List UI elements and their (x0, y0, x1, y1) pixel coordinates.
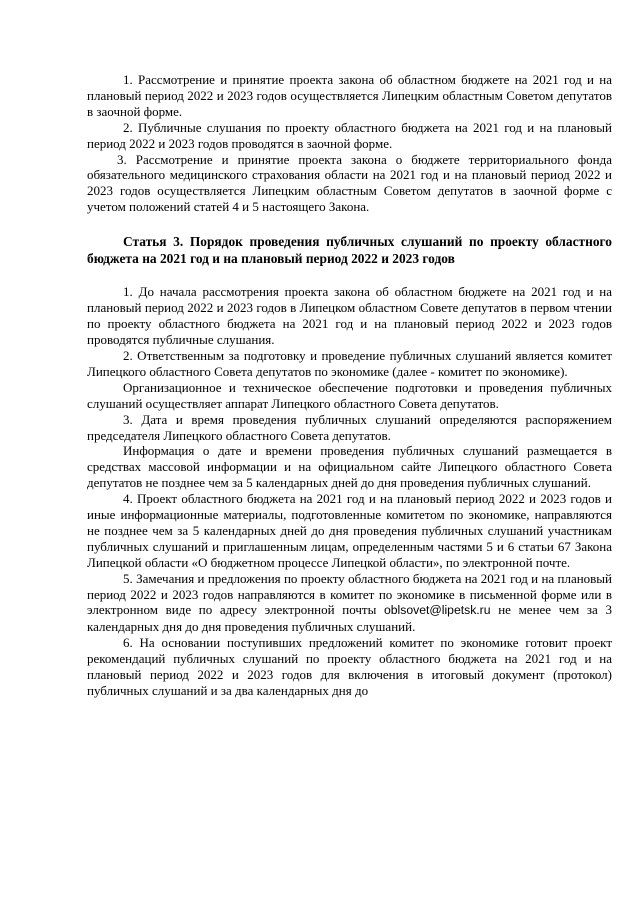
article-3-paragraph-2-cont: Организационное и техническое обеспечение подготовки и проведения публичных слушаний осуществляет аппарат Липецкого областного Совета депутатов. (87, 379, 612, 411)
intro-section (87, 72, 612, 215)
article-3-heading: Статья 3. Порядок проведения публичных слушаний по проекту областного бюджета на 2021 год и на плановый период 2022 и 2023 годов (87, 234, 612, 266)
paragraph-5-text-start: 5. Замечания и предложения по проекту областного бюджета на 2021 год и на плановый период 2022 и 2023 годов направляются в комитет по экономике в письменной форме или в электронном виде по адресу электронной почты (87, 570, 612, 618)
article-3-paragraph-6: 6. На основании поступивших предложений комитет по экономике готовит проект рекомендаций публичных слушаний по проекту областного бюджета на 2021 год и на плановый период 2022 и 2023 годов для включения в итоговый документ (протокол) публичных слушаний и за два календарных дня до (87, 635, 612, 698)
paragraph-2: 2. Публичные слушания по проекту областного бюджета на 2021 год и на плановый период 2022 и 2023 годов проводятся в заочной форме. (87, 119, 612, 151)
paragraph-1: 1. Рассмотрение и принятие проекта закона об областном бюджете на 2021 год и на плановый период 2022 и 2023 годов осуществляется Липецким областным Советом депутатов в заочной форме. (87, 72, 612, 119)
article-3-paragraph-3: 3. Дата и время проведения публичных слушаний определяются распоряжением председателя Липецкого областного Совета депутатов. (87, 411, 612, 443)
article-3-paragraph-3-cont: Информация о дате и времени проведения публичных слушаний размещается в средствах массовой информации и на официальном сайте Липецкого областного Совета депутатов не позднее чем за 5 календарных дней до дня проведения публичных слушаний. (87, 443, 612, 491)
article-3-paragraph-1: 1. До начала рассмотрения проекта закона об областном бюджете на 2021 год и на плановый период 2022 и 2023 годов в Липецком областном Совете депутатов в первом чтении по проекту областного бюджета на 2021 год и на плановый период 2022 и 2023 годов проводятся публичные слушания. (87, 284, 612, 348)
article-3-paragraph-4: 4. Проект областного бюджета на 2021 год и на плановый период 2022 и 2023 годов и иные информационные материалы, подготовленные комитетом по экономике, направляются не позднее чем за 5 календарных дней до дня проведения публичных слушаний участникам публичных слушаний и приглашенным лицам, определенным частями 5 и 6 статьи 67 Закона Липецкой области «О бюджетном процессе Липецкой области», по электронной почте. (87, 491, 612, 570)
article-3-paragraph-2: 2. Ответственным за подготовку и проведение публичных слушаний является комитет Липецкого областного Совета депутатов по экономике (далее - комитет по экономике). (87, 347, 612, 379)
email-address-link[interactable]: oblsovet@lipetsk.ru (383, 603, 491, 618)
paragraph-3: 3. Рассмотрение и принятие проекта закона о бюджете территориального фонда обязательного медицинского страхования области на 2021 год и на плановый период 2022 и 2023 годов осуществляется Липецким областным Советом депутатов в заочной форме с учетом положений статей 4 и 5 настоящего Закона. (87, 151, 612, 215)
article-3-paragraph-5 (87, 571, 612, 636)
article-3-body (87, 284, 612, 699)
paragraph-5-text-end: не менее чем за 3 календарных дня до дня проведения публичных слушаний. (87, 602, 612, 635)
